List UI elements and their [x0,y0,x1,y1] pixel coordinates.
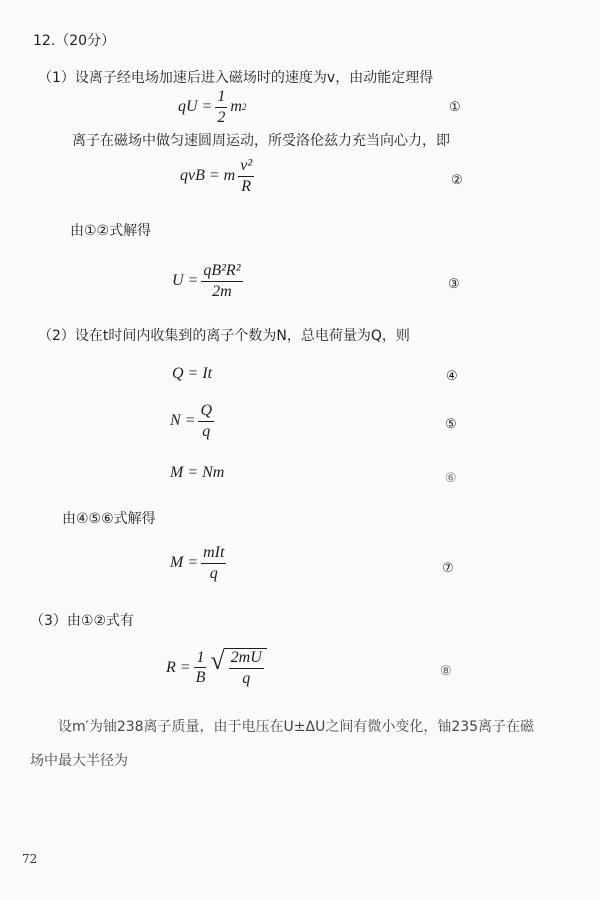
part3-text-line1: 设m′为铀238离子质量，由于电压在U±ΔU之间有微小变化，铀235离子在磁 [58,719,535,735]
eq7-frac-den: q [209,564,218,582]
eq5-fraction [198,402,214,440]
eq5-frac-num: Q [198,402,214,422]
part3-intro: （3）由①②式有 [30,613,135,629]
equation-4: Q = It [172,365,213,382]
equation-number-5: ⑤ [445,417,457,432]
eq8-sqrt [210,648,266,687]
eq8-sqrt-fraction [229,649,264,687]
part3-text-line2: 场中最大半径为 [30,753,128,769]
eq1-frac-den: 2 [217,108,226,126]
eq8-sqrt-den: q [242,669,251,687]
equation-number-2: ② [451,173,463,188]
eq1-lhs: qU = [178,98,213,116]
eq8-fraction [194,649,208,687]
eq8-sqrt-num: 2mU [229,649,264,669]
eq3-fraction [201,262,242,300]
radical-sign-icon: √ [210,646,225,675]
eq7-lhs: M = [170,554,199,572]
eq5-frac-den: q [202,422,211,440]
part1-solve: 由①②式解得 [70,223,152,239]
equation-7 [170,544,229,582]
eq5-lhs: N = [170,412,196,430]
equation-1 [178,88,246,126]
equation-3 [172,262,246,300]
eq8-sqrt-body [224,648,267,687]
eq8-frac-num: 1 [194,649,206,669]
part1-text2: 离子在磁场中做匀速圆周运动，所受洛伦兹力充当向心力，即 [72,133,450,149]
part1-intro: （1）设离子经电场加速后进入磁场时的速度为v，由动能定理得 [38,70,434,86]
page-number: 72 [22,852,38,866]
eq3-lhs: U = [172,272,199,290]
equation-2 [180,157,257,195]
equation-number-3: ③ [448,277,460,292]
eq7-fraction [201,544,226,582]
eq2-fraction [238,157,254,195]
equation-number-8: ⑧ [440,664,452,679]
eq3-frac-den: 2m [212,282,232,300]
eq2-frac-den: R [241,177,252,195]
equation-number-6: ⑥ [445,471,457,486]
equation-number-7: ⑦ [442,561,454,576]
eq1-fraction [215,88,227,126]
eq2-frac-num: v² [238,157,254,177]
part2-solve: 由④⑤⑥式解得 [62,511,156,527]
equation-5 [170,402,217,440]
eq8-lhs: R = [166,658,191,676]
equation-6: M = Nm [170,464,225,481]
part2-intro: （2）设在t时间内收集到的离子个数为N，总电荷量为Q，则 [38,328,410,344]
eq7-frac-num: mIt [201,544,226,564]
eq1-frac-num: 1 [215,88,227,108]
equation-number-1: ① [449,100,461,115]
equation-8 [166,648,267,687]
eq1-rhs: m [230,98,242,116]
eq2-lhs: qvB = m [180,167,236,185]
eq1-sup: 2 [241,102,247,113]
eq3-frac-num: qB²R² [201,262,242,282]
equation-number-4: ④ [446,369,458,384]
eq8-frac-den: B [195,669,206,687]
question-number: 12.（20分） [33,33,116,49]
